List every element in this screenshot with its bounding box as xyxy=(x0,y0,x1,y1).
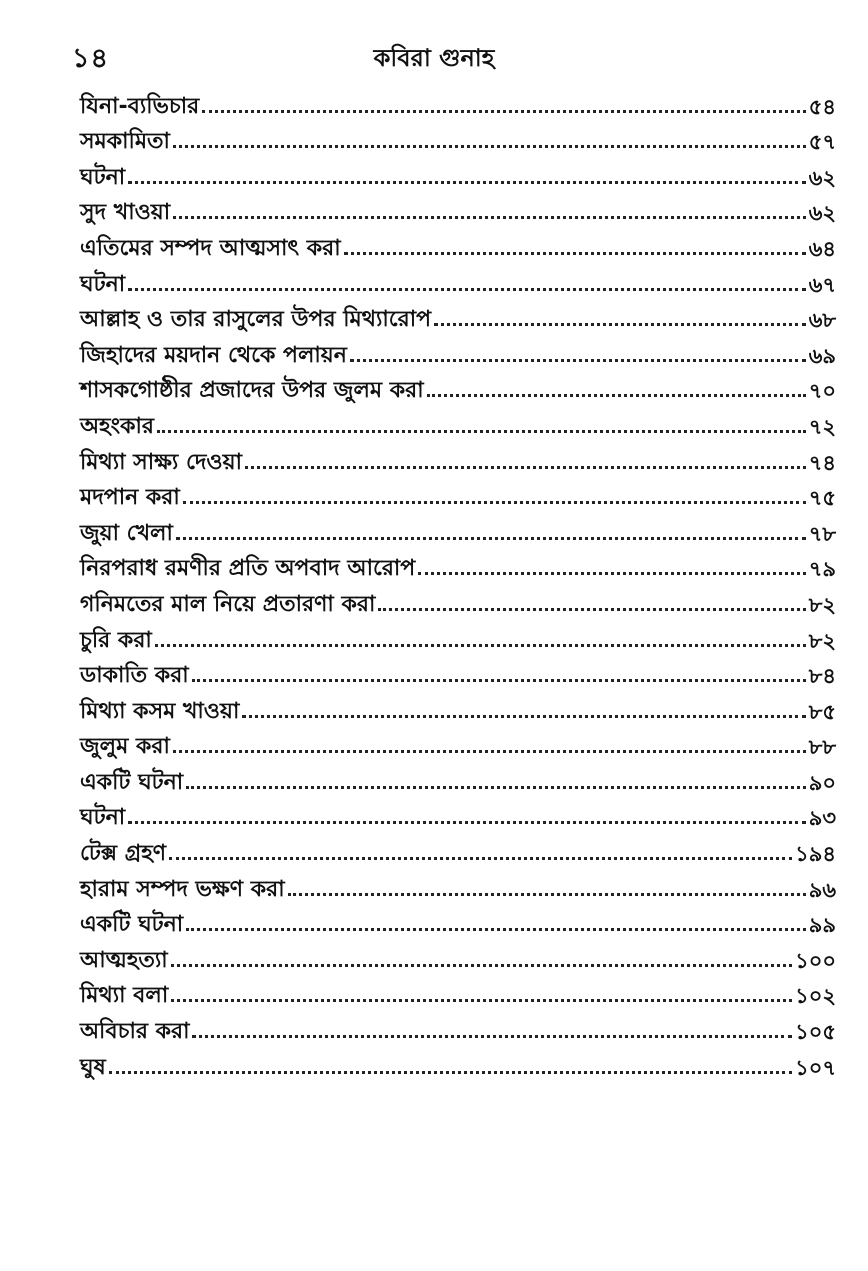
toc-entry xyxy=(80,865,836,901)
toc-entry-title: এতিমের সম্পদ আত্মসাৎ করা xyxy=(80,235,341,261)
dot-leader xyxy=(344,252,806,255)
dot-leader xyxy=(202,110,805,113)
toc-entry xyxy=(80,509,836,545)
toc-entry-page: ৮৪ xyxy=(808,664,836,689)
dot-leader xyxy=(186,928,806,931)
dot-leader xyxy=(418,572,805,575)
toc-entry-title: সমকামিতা xyxy=(80,129,170,155)
toc-entry-title: নিরপরাধ রমণীর প্রতি অপবাদ আরোপ xyxy=(80,556,416,582)
toc-entry-page: ১০২ xyxy=(795,984,836,1009)
toc-entry xyxy=(80,438,836,474)
toc-entry-title: ঘটনা xyxy=(80,805,126,831)
dot-leader xyxy=(434,323,806,326)
toc-entry-title: ডাকাতি করা xyxy=(80,663,189,689)
toc-entry xyxy=(80,723,836,759)
toc-entry xyxy=(80,1007,836,1043)
toc-entry-title: আল্লাহ ও তার রাসুলের উপর মিথ্যারোপ xyxy=(80,307,432,333)
dot-leader xyxy=(109,1071,792,1074)
dot-leader xyxy=(176,537,806,540)
toc-entry xyxy=(80,260,836,296)
dot-leader xyxy=(173,145,806,148)
toc-entry xyxy=(80,794,836,830)
toc-entry xyxy=(80,1043,836,1079)
toc-entry xyxy=(80,972,836,1008)
toc-entry xyxy=(80,580,836,616)
toc-entry-page: ৮২ xyxy=(808,628,836,653)
toc-entry xyxy=(80,652,836,688)
toc-entry-page: ৯৯ xyxy=(808,913,836,938)
toc-entry-title: জুলুম করা xyxy=(80,734,170,760)
dot-leader xyxy=(128,288,806,291)
toc-entry-page: ৯৩ xyxy=(808,806,836,831)
toc-entry xyxy=(80,82,836,118)
toc-entry-page: ৬৪ xyxy=(808,236,836,261)
dot-leader xyxy=(173,750,806,753)
toc-entry-page: ১০৫ xyxy=(795,1020,836,1045)
toc-entry-title: মিথ্যা বলা xyxy=(80,983,169,1009)
toc-entry-page: ৯০ xyxy=(808,770,836,795)
toc-entry xyxy=(80,224,836,260)
table-of-contents xyxy=(80,82,836,1079)
dot-leader xyxy=(169,857,792,860)
toc-entry-page: ৬৮ xyxy=(808,308,836,333)
toc-entry-page: ৮২ xyxy=(808,592,836,617)
toc-entry-page: ৭০ xyxy=(808,379,836,404)
toc-entry-title: একটি ঘটনা xyxy=(80,912,184,938)
dot-leader xyxy=(155,644,806,647)
dot-leader xyxy=(242,715,805,718)
toc-entry-page: ১০০ xyxy=(795,948,836,973)
dot-leader xyxy=(288,893,806,896)
toc-entry-page: ১০৭ xyxy=(795,1055,836,1080)
toc-entry xyxy=(80,189,836,225)
toc-entry-page: ৭৫ xyxy=(808,486,836,511)
toc-entry-title: গনিমতের মাল নিয়ে প্রতারণা করা xyxy=(80,591,376,617)
toc-entry-page: ১৯৪ xyxy=(795,842,836,867)
dot-leader xyxy=(192,1035,792,1038)
toc-entry-title: অবিচার করা xyxy=(80,1019,190,1045)
dot-leader xyxy=(192,679,806,682)
toc-entry-title: টেক্স গ্রহণ xyxy=(80,841,167,867)
toc-entry-title: অহংকার xyxy=(80,413,154,439)
toc-entry xyxy=(80,474,836,510)
dot-leader xyxy=(128,821,806,824)
toc-entry-title: মিথ্যা কসম খাওয়া xyxy=(80,698,240,724)
toc-entry xyxy=(80,758,836,794)
toc-entry-title: ঘুষ xyxy=(80,1054,106,1080)
toc-entry xyxy=(80,331,836,367)
toc-entry-title: চুরি করা xyxy=(80,627,152,653)
toc-entry-title: আত্মহত্যা xyxy=(80,947,168,973)
toc-entry-title: জিহাদের ময়দান থেকে পলায়ন xyxy=(80,342,347,368)
toc-entry xyxy=(80,936,836,972)
toc-entry-title: জুয়া খেলা xyxy=(80,520,173,546)
dot-leader xyxy=(173,216,806,219)
toc-entry-page: ৬২ xyxy=(808,201,836,226)
toc-entry-title: মিথ্যা সাক্ষ্য দেওয়া xyxy=(80,449,242,475)
toc-entry xyxy=(80,901,836,937)
dot-leader xyxy=(427,394,806,397)
toc-entry-title: শাসকগোষ্ঠীর প্রজাদের উপর জুলম করা xyxy=(80,378,424,404)
toc-entry-page: ৭৯ xyxy=(808,557,836,582)
dot-leader xyxy=(171,999,792,1002)
page-header xyxy=(0,38,868,82)
toc-entry-page: ৭২ xyxy=(808,414,836,439)
toc-entry xyxy=(80,687,836,723)
toc-entry xyxy=(80,118,836,154)
toc-entry xyxy=(80,367,836,403)
toc-entry-title: সুদ খাওয়া xyxy=(80,200,171,226)
page-number: ১৪ xyxy=(72,43,110,74)
toc-entry xyxy=(80,153,836,189)
toc-entry xyxy=(80,545,836,581)
toc-entry-page: ৯৬ xyxy=(808,877,836,902)
toc-entry-page: ৭৮ xyxy=(808,521,836,546)
toc-entry-page: ৫৭ xyxy=(808,130,836,155)
toc-entry-title: একটি ঘটনা xyxy=(80,769,184,795)
toc-entry-title: মদপান করা xyxy=(80,485,180,511)
dot-leader xyxy=(157,430,806,433)
toc-entry-page: ৮৮ xyxy=(808,735,836,760)
dot-leader xyxy=(128,181,806,184)
running-title: কবিরা গুনাহ xyxy=(373,44,495,72)
toc-entry xyxy=(80,402,836,438)
toc-entry-title: ঘটনা xyxy=(80,164,126,190)
dot-leader xyxy=(378,608,805,611)
dot-leader xyxy=(186,786,806,789)
toc-entry-title: যিনা-ব্যভিচার xyxy=(80,93,200,119)
toc-entry-page: ৬৯ xyxy=(808,343,836,368)
toc-entry-page: ৫৪ xyxy=(808,94,836,119)
toc-entry-page: ৬৭ xyxy=(808,272,836,297)
toc-entry xyxy=(80,616,836,652)
toc-entry-page: ৭৪ xyxy=(808,450,836,475)
dot-leader xyxy=(183,501,806,504)
toc-entry xyxy=(80,296,836,332)
toc-entry-title: হারাম সম্পদ ভক্ষণ করা xyxy=(80,876,285,902)
toc-entry-page: ৮৫ xyxy=(808,699,836,724)
toc-entry-page: ৬২ xyxy=(808,165,836,190)
dot-leader xyxy=(350,359,806,362)
toc-entry xyxy=(80,829,836,865)
dot-leader xyxy=(171,964,792,967)
dot-leader xyxy=(245,466,806,469)
toc-entry-title: ঘটনা xyxy=(80,271,126,297)
